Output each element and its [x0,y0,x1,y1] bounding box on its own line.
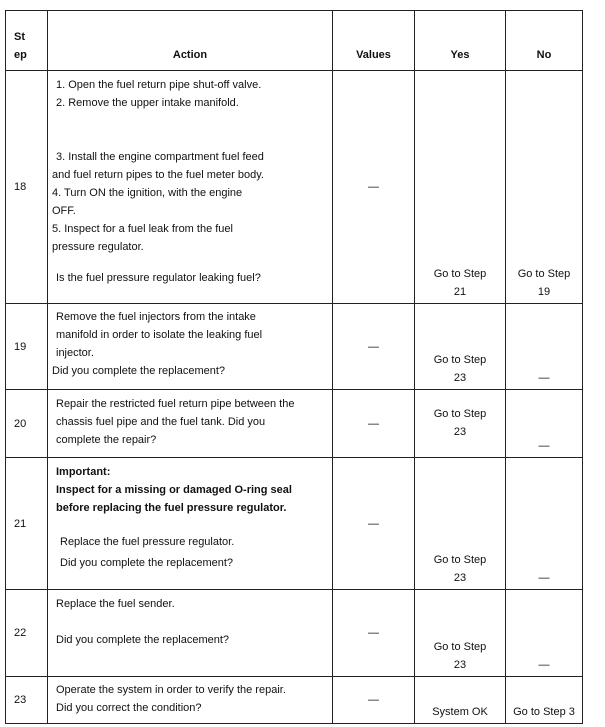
value-cell: — [333,390,415,458]
action-line: 5. Inspect for a fuel leak from the fuel [52,223,233,235]
no-cell: — [506,304,583,390]
yes-goto-step: 21 [453,286,467,298]
yes-cell [415,458,506,590]
action-line: pressure regulator. [52,241,144,253]
action-question: Did you complete the replacement? [56,634,230,646]
step-number: 20 [6,390,48,458]
action-line: 4. Turn ON the ignition, with the engine [52,187,243,199]
yes-goto-step: 23 [453,372,467,384]
no-cell: Go to Step 3 [506,677,583,724]
yes-goto-label: Go to Step [433,354,487,366]
table-row [6,677,583,724]
action-question: complete the repair? [56,434,157,446]
yes-goto-label: Go to Step [433,268,487,280]
no-cell [506,71,583,304]
yes-goto-step: 23 [453,572,467,584]
no-goto-step: 19 [537,286,551,298]
value-cell: — [333,458,415,590]
action-line: 3. Install the engine compartment fuel feed [56,151,264,163]
value-cell: — [333,71,415,304]
step-number: 18 [6,71,48,304]
yes-goto-label: Go to Step [433,641,487,653]
step-header-line2: ep [14,49,27,61]
yes-cell [415,304,506,390]
action-line: 2. Remove the upper intake manifold. [56,97,239,109]
no-header: No [506,11,583,71]
values-header: Values [333,11,415,71]
action-cell [48,590,333,677]
value-cell: — [333,590,415,677]
table-row [6,71,583,304]
value-cell: — [333,677,415,724]
yes-cell [415,677,506,724]
action-cell [48,390,333,458]
table-row [6,304,583,390]
action-line: 1. Open the fuel return pipe shut-off valve. [56,79,262,91]
action-question: Did you correct the condition? [56,702,202,714]
value-cell: — [333,304,415,390]
no-cell: — [506,590,583,677]
yes-goto-label: Go to Step [433,407,487,420]
step-number: 22 [6,590,48,677]
yes-system-ok: System OK [432,706,488,718]
step-header [6,11,48,71]
yes-cell [415,390,506,458]
yes-goto-step: 23 [453,425,467,438]
no-cell: — [506,390,583,458]
table-row [6,458,583,590]
step-header-line1: St [14,31,25,43]
yes-header: Yes [415,11,506,71]
yes-cell [415,71,506,304]
step-number: 19 [6,304,48,390]
action-line: and fuel return pipes to the fuel meter body. [52,169,264,181]
action-line: Repair the restricted fuel return pipe between the [56,398,295,410]
action-line: chassis fuel pipe and the fuel tank. Did you [56,416,266,428]
yes-goto-label: Go to Step [433,554,487,566]
header-row [6,11,583,71]
action-header: Action [48,11,333,71]
action-cell [48,677,333,724]
action-line: OFF. [52,205,76,217]
action-question: Did you complete the replacement? [52,365,226,377]
action-line: injector. [56,347,94,359]
no-goto-label: Go to Step [517,268,571,280]
action-cell [48,458,333,590]
yes-goto-step: 23 [453,659,467,671]
important-note: before replacing the fuel pressure regulator. [56,502,287,514]
action-question: Is the fuel pressure regulator leaking fuel? [56,272,261,284]
step-number: 21 [6,458,48,590]
yes-cell [415,590,506,677]
table-row [6,590,583,677]
action-line: Remove the fuel injectors from the intake [56,311,256,323]
step-number: 23 [6,677,48,724]
action-question: Did you complete the replacement? [60,557,234,569]
table-row [6,390,583,458]
action-line: Replace the fuel sender. [56,598,175,610]
action-line: Operate the system in order to verify the repair. [56,684,286,696]
action-line: manifold in order to isolate the leaking fuel [56,329,263,341]
action-cell [48,71,333,304]
important-note: Inspect for a missing or damaged O-ring seal [56,484,292,496]
no-cell: — [506,458,583,590]
diagnostic-table [5,10,583,724]
action-line: Replace the fuel pressure regulator. [60,536,235,548]
important-label: Important: [56,466,111,478]
action-cell [48,304,333,390]
